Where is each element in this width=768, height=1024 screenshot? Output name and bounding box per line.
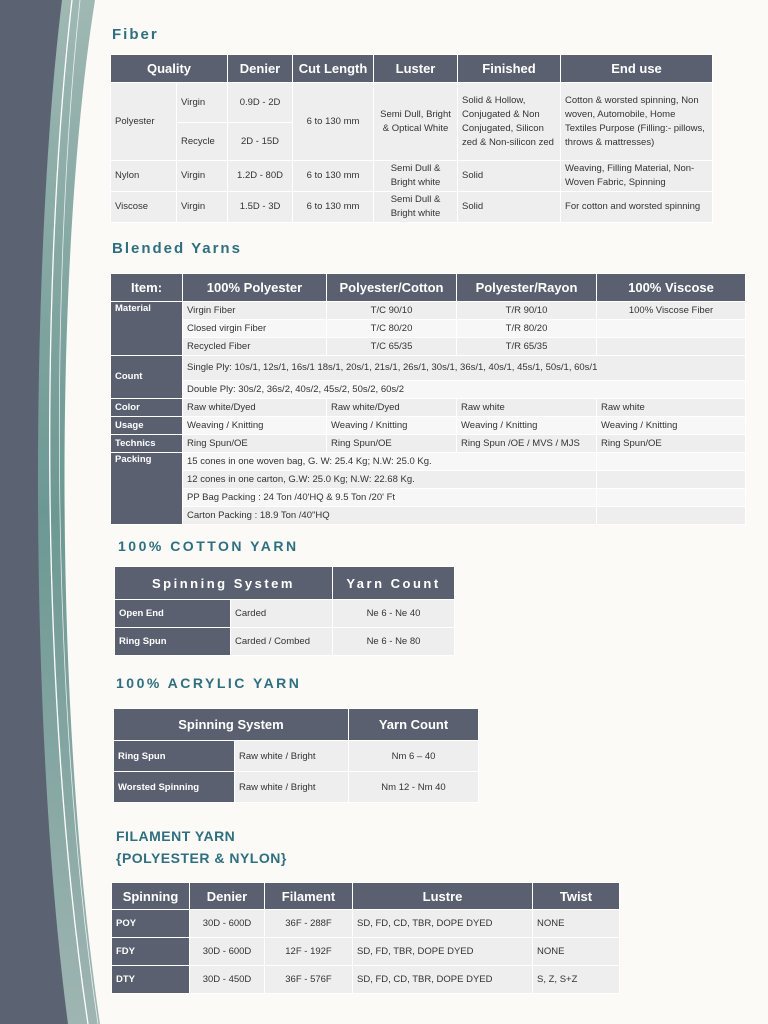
polyester-recycle: Recycle bbox=[177, 123, 228, 161]
nylon-type: Virgin bbox=[177, 161, 228, 192]
row-label-count: Count bbox=[111, 356, 183, 399]
cotton-row-label: Open End bbox=[115, 600, 231, 628]
polyester-luster: Semi Dull, Bright & Optical White bbox=[374, 83, 458, 161]
filament-cell: SD, FD, TBR, DOPE DYED bbox=[353, 938, 533, 966]
packing-line: PP Bag Packing : 24 Ton /40'HQ & 9.5 Ton /20' Ft bbox=[183, 489, 597, 507]
filament-cell: 12F - 192F bbox=[265, 938, 353, 966]
material-cell bbox=[597, 320, 746, 338]
polyester-recycle-denier: 2D - 15D bbox=[228, 123, 293, 161]
filament-row-label: DTY bbox=[112, 966, 190, 994]
cotton-cell: Carded bbox=[231, 600, 333, 628]
header-spinning-system: Spinning System bbox=[114, 709, 349, 741]
quality-viscose: Viscose bbox=[111, 192, 177, 223]
filament-cell: SD, FD, CD, TBR, DOPE DYED bbox=[353, 966, 533, 994]
header-item: Item: bbox=[111, 274, 183, 302]
cotton-cell: Ne 6 - Ne 40 bbox=[333, 600, 455, 628]
polyester-virgin: Virgin bbox=[177, 83, 228, 123]
filament-cell: 36F - 288F bbox=[265, 910, 353, 938]
count-single-ply: Single Ply: 10s/1, 12s/1, 16s/1 18s/1, 20s/1, 21s/1, 26s/1, 30s/1, 36s/1, 40s/1, 45s/1, 50s/1, 60s/1 bbox=[183, 356, 746, 381]
quality-nylon: Nylon bbox=[111, 161, 177, 192]
viscose-type: Virgin bbox=[177, 192, 228, 223]
viscose-denier: 1.5D - 3D bbox=[228, 192, 293, 223]
cotton-yarn-title: 100% COTTON YARN bbox=[118, 538, 299, 554]
acrylic-cell: Nm 12 - Nm 40 bbox=[349, 772, 479, 803]
material-cell: Virgin Fiber bbox=[183, 302, 327, 320]
acrylic-row-label: Worsted Spinning bbox=[114, 772, 235, 803]
color-cell: Raw white bbox=[597, 399, 746, 417]
packing-empty bbox=[597, 453, 746, 471]
header-denier: Denier bbox=[190, 883, 265, 910]
header-spinning: Spinning bbox=[112, 883, 190, 910]
material-cell: T/R 80/20 bbox=[457, 320, 597, 338]
packing-line: 12 cones in one carton, G.W: 25.0 Kg; N.W: 22.68 Kg. bbox=[183, 471, 597, 489]
cotton-row-label: Ring Spun bbox=[115, 628, 231, 656]
viscose-luster: Semi Dull & Bright white bbox=[374, 192, 458, 223]
material-cell: T/C 65/35 bbox=[327, 338, 457, 356]
header-luster: Luster bbox=[374, 55, 458, 83]
technics-cell: Ring Spun/OE bbox=[183, 435, 327, 453]
filament-title-line2: {POLYESTER & NYLON} bbox=[116, 850, 287, 866]
technics-cell: Ring Spun /OE / MVS / MJS bbox=[457, 435, 597, 453]
nylon-denier: 1.2D - 80D bbox=[228, 161, 293, 192]
cotton-cell: Ne 6 - Ne 80 bbox=[333, 628, 455, 656]
filament-cell: 30D - 600D bbox=[190, 910, 265, 938]
header-100-viscose: 100% Viscose bbox=[597, 274, 746, 302]
acrylic-row-label: Ring Spun bbox=[114, 741, 235, 772]
filament-row-label: POY bbox=[112, 910, 190, 938]
nylon-end-use: Weaving, Filling Material, Non-Woven Fabric, Spinning bbox=[561, 161, 713, 192]
header-quality: Quality bbox=[111, 55, 228, 83]
sidebar-decoration bbox=[0, 0, 110, 1024]
header-twist: Twist bbox=[533, 883, 620, 910]
acrylic-yarn-table bbox=[113, 708, 479, 803]
filament-row-label: FDY bbox=[112, 938, 190, 966]
header-cut-length: Cut Length bbox=[293, 55, 374, 83]
material-cell: T/R 65/35 bbox=[457, 338, 597, 356]
header-polyester-rayon: Polyester/Rayon bbox=[457, 274, 597, 302]
material-cell: T/R 90/10 bbox=[457, 302, 597, 320]
technics-cell: Ring Spun/OE bbox=[327, 435, 457, 453]
filament-cell: 30D - 600D bbox=[190, 938, 265, 966]
acrylic-cell: Nm 6 – 40 bbox=[349, 741, 479, 772]
polyester-finished: Solid & Hollow, Conjugated & Non Conjugated, Silicon zed & Non-silicon zed bbox=[458, 83, 561, 161]
material-cell: Closed virgin Fiber bbox=[183, 320, 327, 338]
header-finished: Finished bbox=[458, 55, 561, 83]
header-filament: Filament bbox=[265, 883, 353, 910]
material-cell: 100% Viscose Fiber bbox=[597, 302, 746, 320]
quality-polyester: Polyester bbox=[111, 83, 177, 161]
cotton-cell: Carded / Combed bbox=[231, 628, 333, 656]
header-polyester-cotton: Polyester/Cotton bbox=[327, 274, 457, 302]
viscose-end-use: For cotton and worsted spinning bbox=[561, 192, 713, 223]
color-cell: Raw white/Dyed bbox=[183, 399, 327, 417]
fiber-title: Fiber bbox=[112, 26, 159, 43]
header-spinning-system: Spinning System bbox=[115, 567, 333, 600]
acrylic-yarn-title: 100% ACRYLIC YARN bbox=[116, 675, 302, 691]
usage-cell: Weaving / Knitting bbox=[183, 417, 327, 435]
color-cell: Raw white bbox=[457, 399, 597, 417]
nylon-cut-length: 6 to 130 mm bbox=[293, 161, 374, 192]
header-yarn-count: Yarn Count bbox=[349, 709, 479, 741]
usage-cell: Weaving / Knitting bbox=[327, 417, 457, 435]
filament-yarn-title bbox=[116, 825, 287, 869]
filament-title-line1: FILAMENT YARN bbox=[116, 828, 236, 844]
usage-cell: Weaving / Knitting bbox=[457, 417, 597, 435]
row-label-material: Material bbox=[111, 302, 183, 356]
packing-line: Carton Packing : 18.9 Ton /40"HQ bbox=[183, 507, 597, 525]
material-cell bbox=[597, 338, 746, 356]
acrylic-cell: Raw white / Bright bbox=[235, 772, 349, 803]
filament-yarn-table bbox=[111, 882, 620, 994]
color-cell: Raw white/Dyed bbox=[327, 399, 457, 417]
count-double-ply: Double Ply: 30s/2, 36s/2, 40s/2, 45s/2, 50s/2, 60s/2 bbox=[183, 381, 746, 399]
row-label-technics: Technics bbox=[111, 435, 183, 453]
filament-cell: NONE bbox=[533, 938, 620, 966]
polyester-cut-length: 6 to 130 mm bbox=[293, 83, 374, 161]
row-label-packing: Packing bbox=[111, 453, 183, 525]
row-label-usage: Usage bbox=[111, 417, 183, 435]
polyester-end-use: Cotton & worsted spinning, Non woven, Automobile, Home Textiles Purpose (Filling:- pillows, throws & mattresses) bbox=[561, 83, 713, 161]
header-lustre: Lustre bbox=[353, 883, 533, 910]
polyester-virgin-denier: 0.9D - 2D bbox=[228, 83, 293, 123]
technics-cell: Ring Spun/OE bbox=[597, 435, 746, 453]
filament-cell: NONE bbox=[533, 910, 620, 938]
material-cell: T/C 80/20 bbox=[327, 320, 457, 338]
blended-yarns-table bbox=[110, 273, 746, 525]
usage-cell: Weaving / Knitting bbox=[597, 417, 746, 435]
packing-empty bbox=[597, 507, 746, 525]
header-end-use: End use bbox=[561, 55, 713, 83]
filament-cell: 30D - 450D bbox=[190, 966, 265, 994]
acrylic-cell: Raw white / Bright bbox=[235, 741, 349, 772]
material-cell: Recycled Fiber bbox=[183, 338, 327, 356]
row-label-color: Color bbox=[111, 399, 183, 417]
filament-cell: SD, FD, CD, TBR, DOPE DYED bbox=[353, 910, 533, 938]
blended-yarns-title: Blended Yarns bbox=[112, 240, 242, 257]
header-100-polyester: 100% Polyester bbox=[183, 274, 327, 302]
filament-cell: 36F - 576F bbox=[265, 966, 353, 994]
cotton-yarn-table bbox=[114, 566, 455, 656]
header-yarn-count: Yarn Count bbox=[333, 567, 455, 600]
packing-line: 15 cones in one woven bag, G. W: 25.4 Kg; N.W: 25.0 Kg. bbox=[183, 453, 597, 471]
material-cell: T/C 90/10 bbox=[327, 302, 457, 320]
viscose-finished: Solid bbox=[458, 192, 561, 223]
nylon-luster: Semi Dull & Bright white bbox=[374, 161, 458, 192]
filament-cell: S, Z, S+Z bbox=[533, 966, 620, 994]
fiber-table bbox=[110, 54, 713, 223]
packing-empty bbox=[597, 489, 746, 507]
packing-empty bbox=[597, 471, 746, 489]
nylon-finished: Solid bbox=[458, 161, 561, 192]
header-denier: Denier bbox=[228, 55, 293, 83]
viscose-cut-length: 6 to 130 mm bbox=[293, 192, 374, 223]
